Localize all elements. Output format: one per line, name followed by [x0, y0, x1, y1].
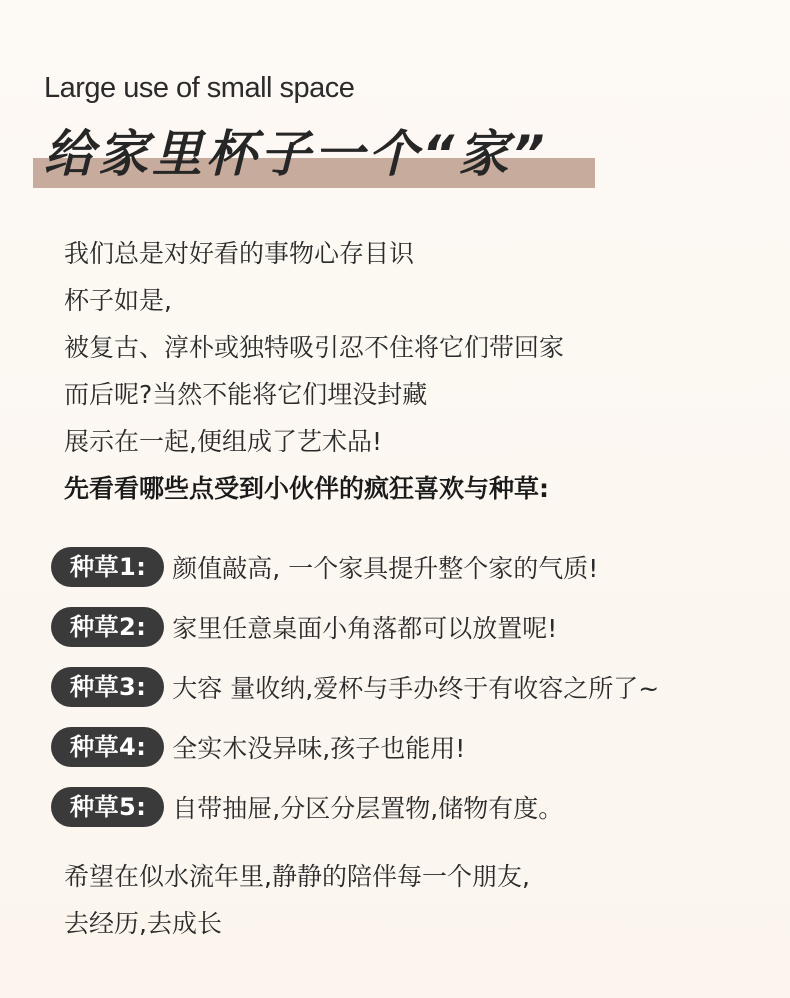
intro-lead-in: 先看看哪些点受到小伙伴的疯狂喜欢与种草:	[64, 474, 549, 503]
feature-tag: 种草5:	[51, 787, 164, 827]
closing-line: 希望在似水流年里,静静的陪伴每一个朋友,	[64, 862, 530, 891]
english-subtitle: Large use of small space	[44, 72, 355, 104]
page-title: 给家里杯子一个“家”	[44, 125, 549, 183]
feature-text: 自带抽屉,分区分层置物,储物有度。	[172, 794, 564, 823]
feature-tag: 种草1:	[51, 547, 164, 587]
feature-list	[51, 537, 659, 837]
feature-tag: 种草3:	[51, 667, 164, 707]
intro-line: 被复古、淳朴或独特吸引忍不住将它们带回家	[64, 333, 565, 362]
feature-item-4	[51, 717, 659, 777]
intro-paragraph	[64, 230, 564, 512]
feature-text: 颜值敲高, 一个家具提升整个家的气质!	[172, 554, 599, 583]
feature-item-3	[51, 657, 659, 717]
feature-item-5	[51, 777, 659, 837]
closing-line: 去经历,去成长	[64, 909, 222, 938]
feature-text: 家里任意桌面小角落都可以放置呢!	[172, 614, 558, 643]
closing-paragraph	[64, 853, 530, 947]
feature-text: 全实木没异味,孩子也能用!	[172, 734, 466, 763]
intro-line: 而后呢?当然不能将它们埋没封藏	[64, 380, 428, 409]
feature-tag: 种草4:	[51, 727, 164, 767]
feature-item-1	[51, 537, 659, 597]
feature-tag: 种草2:	[51, 607, 164, 647]
feature-text: 大容 量收纳,爱杯与手办终于有收容之所了~	[172, 674, 660, 703]
feature-item-2	[51, 597, 659, 657]
intro-line: 我们总是对好看的事物心存目识	[64, 239, 415, 268]
intro-line: 展示在一起,便组成了艺术品!	[64, 427, 382, 456]
intro-line: 杯子如是,	[64, 286, 172, 315]
